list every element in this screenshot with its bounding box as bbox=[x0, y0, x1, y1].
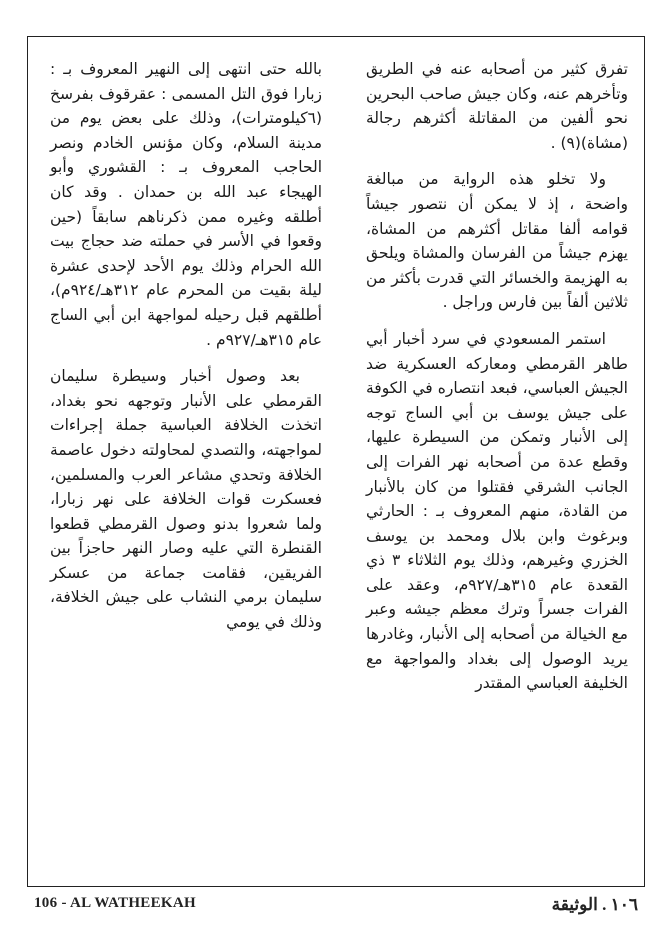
footer-page-label: 106 - AL WATHEEKAH bbox=[34, 895, 196, 911]
paragraph: ولا تخلو هذه الرواية من مبالغة واضحة ، إذ لا يمكن أن نتصور جيشاً قوامه ألفا مقاتل أكثرهم من المشاة، يهزم جيشاً من الفرسان والمشاة ويلحق به الهزيمة والخسائر التي قدرت بأكثر من ثلاثين ألفاً بين فارس وراجل . bbox=[366, 170, 628, 312]
paragraph: تفرق كثير من أصحابه عنه في الطريق وتأخرهم عنه، وكان جيش صاحب البحرين نحو ألفين من المقاتلة أكثرهم رجالة (مشاة)(٩) . bbox=[366, 60, 628, 152]
page-frame bbox=[27, 36, 645, 887]
paragraph: بعد وصول أخبار وسيطرة سليمان القرمطي على الأنبار وتوجهه نحو بغداد، اتخذت الخلافة العباسية جملة إجراءات لمواجهته، والتصدي لمحاولته دخول عاصمة الخلافة وتحدي مشاعر العرب والمسلمين، فعسكرت قوات الخلافة على نهر زبارا، ولما شعروا بدنو وصول القرمطي قطعوا القنطرة التي عليه وصار النهر حاجزاً بين الفريقين، فقامت جماعة من عسكر سليمان برمي النشاب على جيش الخلافة، وذلك في يومي bbox=[50, 367, 322, 632]
article-column-right bbox=[366, 57, 628, 708]
article-column-left bbox=[50, 57, 322, 647]
paragraph: استمر المسعودي في سرد أخبار أبي طاهر القرمطي ومعاركه العسكرية ضد الجيش العباسي، فبعد انتصاره في الكوفة على جيش يوسف بن أبي الساج توجه إلى الأنبار وتمكن من السيطرة عليها، وقطع عدة من أصحابه نهر الفرات إلى الجانب الشرقي فقتلوا من كان بالأنبار من القادة، منهم المعروف بـ : الحارثي وبرغوث وابن بلال ومحمد بن يوسف الخزري وغيرهم، وذلك يوم الثلاثاء ٣ ذي القعدة عام ٣١٥هـ/٩٢٧م، وعقد على الفرات جسراً وترك معظم جيشه وعبر مع الخيالة من أصحابه إلى الأنبار، وغادرها يريد الوصول إلى بغداد والمواجهة مع الخليفة العباسي المقتدر bbox=[366, 329, 628, 693]
footer-page-label-arabic: ١٠٦ . الوثيقة bbox=[551, 895, 638, 914]
paragraph: بالله حتى انتهى إلى النهير المعروف بـ : زبارا فوق التل المسمى : عقرقوف بفرسخ (٦كيلومترات)، وذلك على بعض يوم من مدينة السلام، وكان مؤنس الخادم ونصر الحاجب المعروف بـ : القشوري وأبو الهيجاء عبد الله بن حمدان . وقد كان أطلقه وغيره ممن ذكرناهم سابقاً (حين وقعوا في الأسر في حملته ضد حجاج بيت الله الحرام وذلك يوم الأحد لإحدى عشرة ليلة بقيت من المحرم عام ٣١٢هـ/٩٢٤م)، أطلقهم قبل رحيله لمواجهة ابن أبي الساج عام ٣١٥هـ/٩٢٧م . bbox=[50, 60, 322, 349]
